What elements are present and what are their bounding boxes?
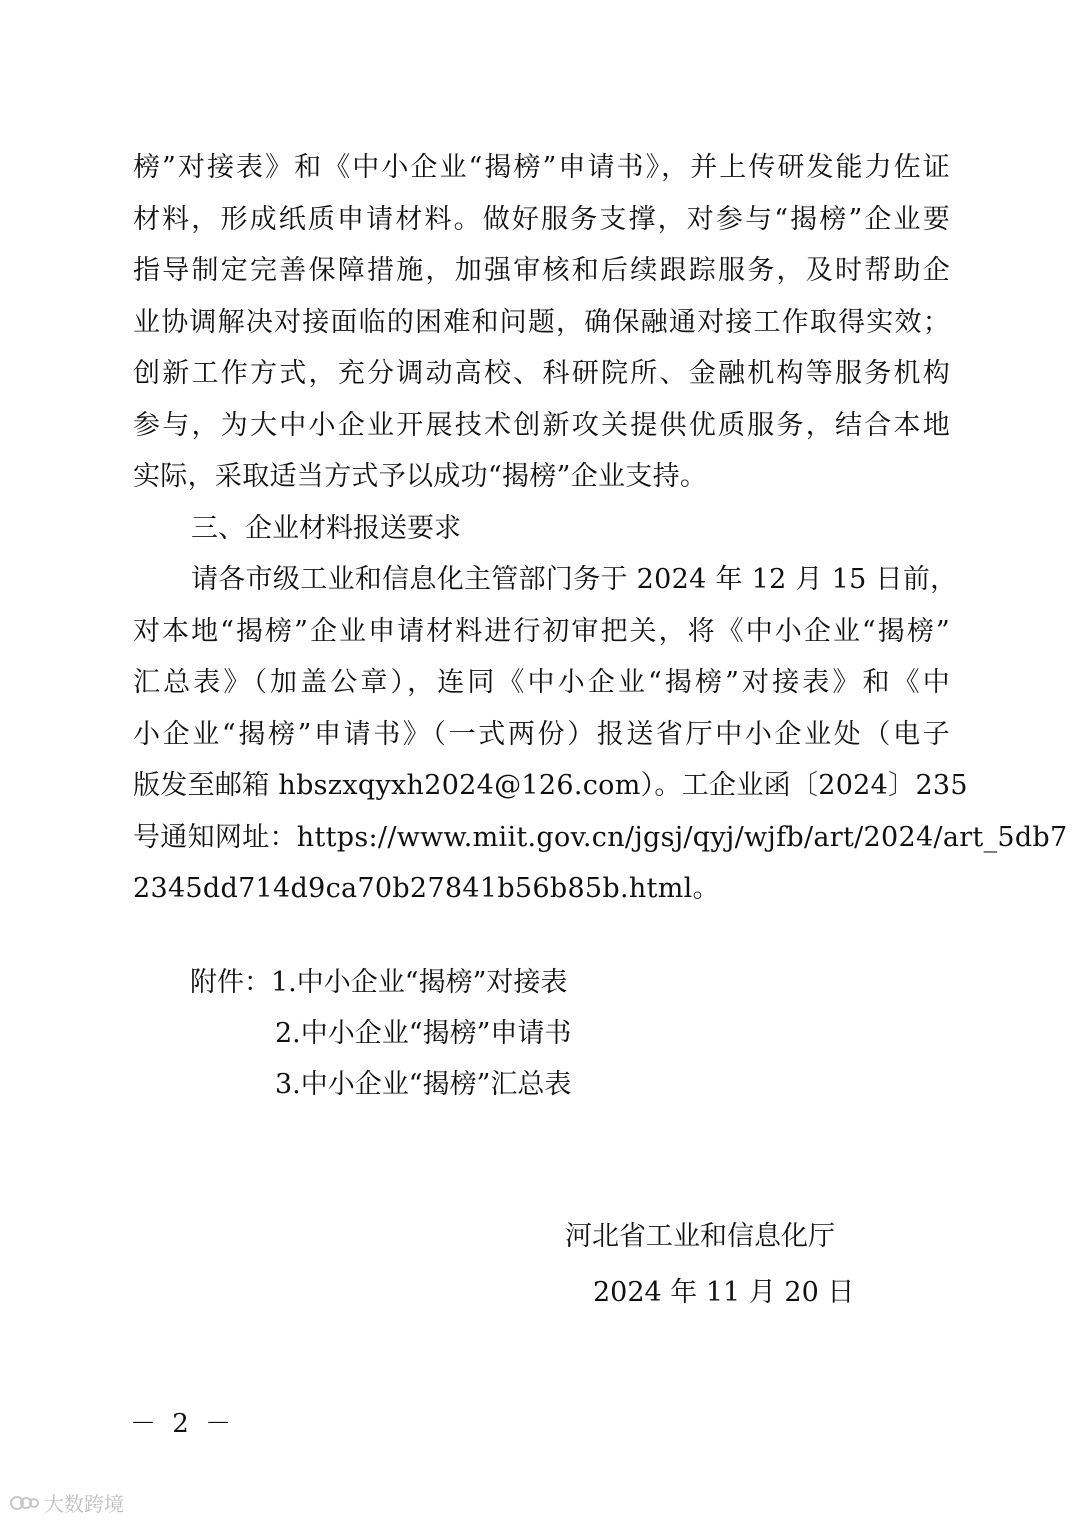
body-line: 业协调解决对接面临的困难和问题，确保融通对接工作取得实效； <box>133 306 950 338</box>
attachment-item: 2.中小企业“揭榜”申请书 <box>275 1018 572 1049</box>
section-line: 版发至邮箱 hbszxqyxh2024@126.com）。工企业函〔2024〕235 <box>133 770 968 801</box>
attachments-label: 附件： <box>190 967 271 998</box>
body-line: 实际，采取适当方式予以成功“揭榜”企业支持。 <box>133 461 708 492</box>
section-line: 2345dd714d9ca70b27841b56b85b.html。 <box>133 873 720 904</box>
body-line: 指导制定完善保障措施，加强审核和后续跟踪服务，及时帮助企 <box>133 255 950 286</box>
issue-date: 2024 年 11 月 20 日 <box>593 1277 855 1308</box>
attachments-list <box>190 957 571 1110</box>
dashuju-logo-icon <box>10 1492 40 1514</box>
section-line: 号通知网址：https://www.miit.gov.cn/jgsj/qyj/wjfb/art/2024/art_5db7 <box>133 821 1068 853</box>
section-heading: 三、企业材料报送要求 <box>191 512 461 544</box>
section-line: 小企业“揭榜”申请书》（一式两份）报送省厅中小企业处（电子 <box>133 718 950 750</box>
attachment-item: 3.中小企业“揭榜”汇总表 <box>275 1069 572 1100</box>
document-body <box>133 142 1068 915</box>
body-line: 参与，为大中小企业开展技术创新攻关提供优质服务，结合本地 <box>133 409 950 441</box>
section-line: 对本地“揭榜”企业申请材料进行初审把关，将《中小企业“揭榜” <box>133 615 950 647</box>
body-line: 榜”对接表》和《中小企业“揭榜”申请书》，并上传研发能力佐证 <box>133 152 950 183</box>
watermark-text: 大数跨境 <box>44 1492 124 1516</box>
section-line: 请各市级工业和信息化主管部门务于 2024 年 12 月 15 日前， <box>191 564 958 595</box>
body-line: 材料，形成纸质申请材料。做好服务支撑，对参与“揭榜”企业要 <box>133 203 950 235</box>
section-line: 汇总表》（加盖公章），连同《中小企业“揭榜”对接表》和《中 <box>133 667 950 698</box>
signature-block <box>565 1212 854 1318</box>
page-number: － 2 － <box>130 1409 236 1439</box>
body-line: 创新工作方式，充分调动高校、科研院所、金融机构等服务机构 <box>133 358 950 389</box>
issuing-organization: 河北省工业和信息化厅 <box>565 1221 835 1252</box>
watermark <box>10 1488 124 1517</box>
attachment-item: 附件：1.中小企业“揭榜”对接表 <box>190 967 568 998</box>
